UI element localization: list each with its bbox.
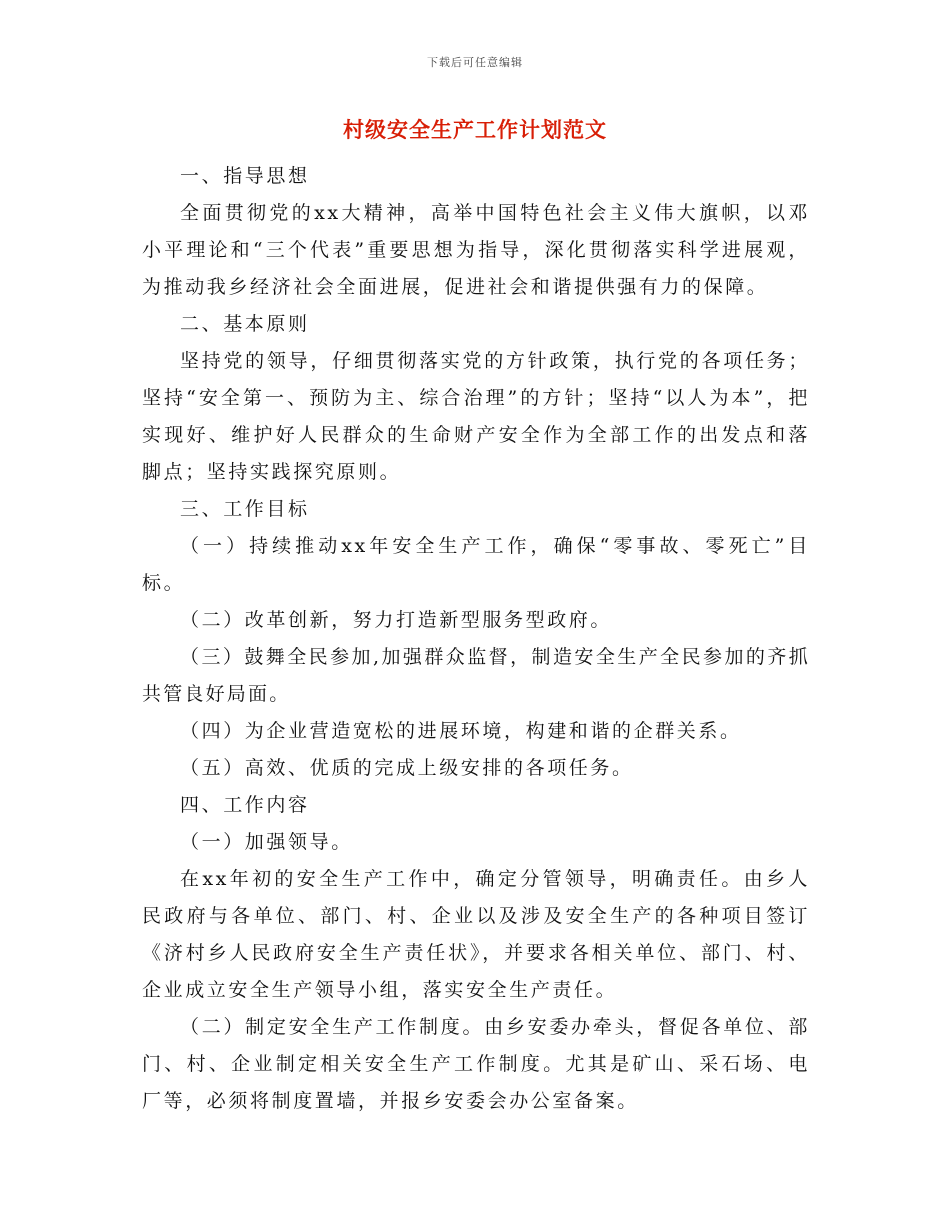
page-header-note: 下载后可任意编辑 — [427, 56, 523, 69]
paragraph-guiding-ideology: 全面贯彻党的xx大精神，高举中国特色社会主义伟大旗帜，以邓小平理论和“三个代表”重要思想为指导，深化贯彻落实科学进展观，为推动我乡经济社会全面进展，促进社会和谐提供强有力的保障。 — [142, 202, 810, 298]
section-heading-work-goals: 三、工作目标 — [180, 498, 310, 520]
goal-item-1: （一）持续推动xx年安全生产工作，确保“零事故、零死亡”目标。 — [142, 535, 810, 594]
section-heading-basic-principles: 二、基本原则 — [180, 313, 310, 335]
content-item-2: （二）制定安全生产工作制度。由乡安委办牵头，督促各单位、部门、村、企业制定相关安全生产工作制度。尤其是矿山、采石场、电厂等，必须将制度置墙，并报乡安委会办公室备案。 — [142, 1016, 810, 1112]
document-body — [142, 158, 810, 1120]
goal-item-3: （三）鼓舞全民参加,加强群众监督，制造安全生产全民参加的齐抓共管良好局面。 — [142, 646, 810, 705]
content-item-1-heading: （一）加强领导。 — [180, 831, 353, 853]
goal-item-5: （五）高效、优质的完成上级安排的各项任务。 — [180, 757, 634, 779]
section-heading-work-content: 四、工作内容 — [180, 794, 310, 816]
goal-item-2: （二）改革创新，努力打造新型服务型政府。 — [180, 609, 613, 631]
goal-item-4: （四）为企业营造宽松的进展环境，构建和谐的企群关系。 — [180, 720, 742, 742]
paragraph-strengthen-leadership: 在xx年初的安全生产工作中，确定分管领导，明确责任。由乡人民政府与各单位、部门、村、企业以及涉及安全生产的各种项目签订《济村乡人民政府安全生产责任状》，并要求各相关单位、部门、村、企业成立安全生产领导小组，落实安全生产责任。 — [142, 868, 810, 1001]
document-title: 村级安全生产工作计划范文 — [343, 118, 607, 142]
paragraph-basic-principles: 坚持党的领导，仔细贯彻落实党的方针政策，执行党的各项任务；坚持“安全第一、预防为主、综合治理”的方针；坚持“以人为本”，把实现好、维护好人民群众的生命财产安全作为全部工作的出发点和落脚点；坚持实践探究原则。 — [142, 350, 810, 483]
section-heading-guiding-ideology: 一、指导思想 — [180, 165, 310, 187]
